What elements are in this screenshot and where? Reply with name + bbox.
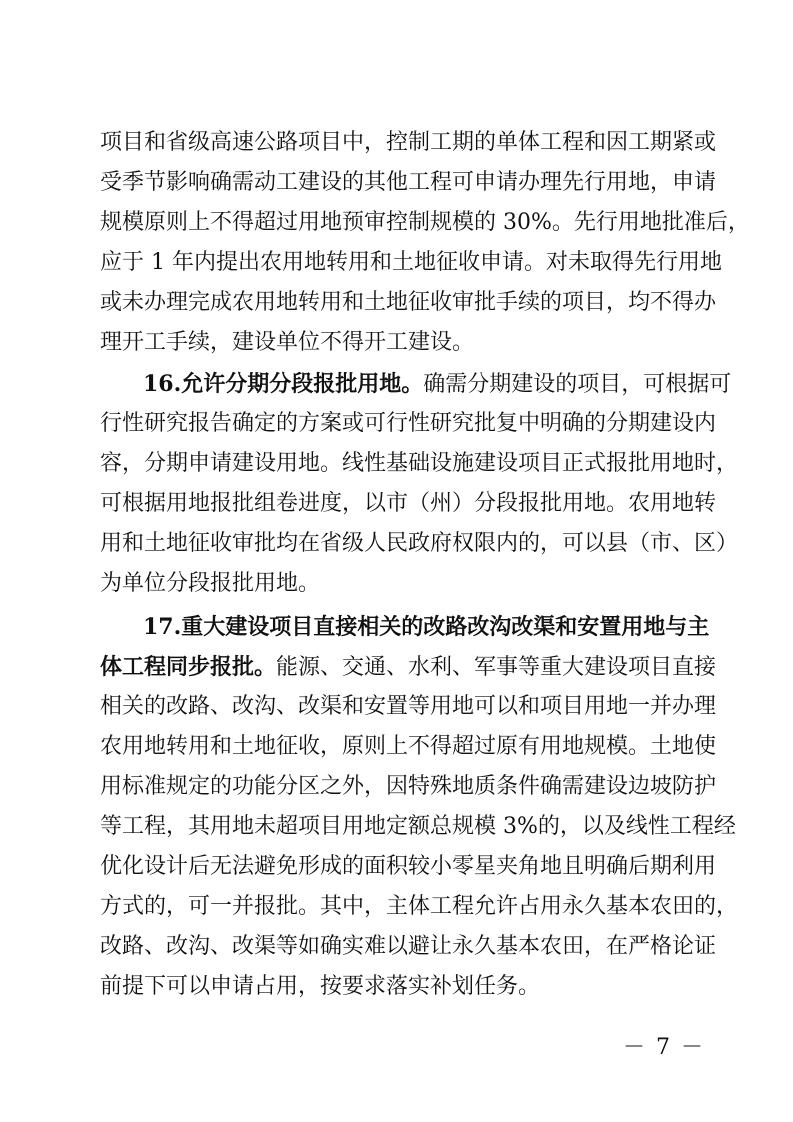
text-line: 用和土地征收审批均在省级人民政府权限内的，可以县（市、区） — [100, 531, 739, 556]
item-16-heading: 16.允许分期分段报批用地。 — [143, 371, 424, 397]
item-17-heading-line-1: 17.重大建设项目直接相关的改路改沟改渠和安置用地与主 — [143, 614, 710, 640]
text-line: 为单位分段报批用地。 — [100, 571, 321, 596]
text-line: 或未办理完成农用地转用和土地征收审批手续的项目，均不得办 — [100, 290, 717, 315]
text-line: 理开工手续，建设单位不得开工建设。 — [100, 330, 475, 355]
item-16-text: 确需分期建设的项目，可根据可 — [423, 372, 732, 397]
text-line: 等工程，其用地未超项目用地定额总规模 3%的，以及线性工程经 — [100, 814, 736, 839]
text-line: 用标准规定的功能分区之外，因特殊地质条件确需建设边坡防护 — [100, 774, 717, 799]
item-17-text: 能源、交通、水利、军事等重大建设项目直接 — [276, 655, 717, 680]
text-line: 相关的改路、改沟、改渠和安置等用地可以和项目用地一并办理 — [100, 694, 717, 719]
text-line: 应于 1 年内提出农用地转用和土地征收申请。对未取得先行用地 — [100, 250, 722, 275]
text-line: 行性研究报告确定的方案或可行性研究批复中明确的分期建设内 — [100, 411, 717, 436]
item-17-heading: 体工程同步报批。 — [100, 654, 277, 680]
text-line: 容，分期申请建设用地。线性基础设施建设项目正式报批用地时， — [100, 451, 739, 476]
text-line: 改路、改沟、改渠等如确实难以避让永久基本农田，在严格论证 — [100, 934, 717, 959]
page-number: － 7 － — [623, 1035, 705, 1060]
item-17-heading-line-2 — [100, 647, 717, 687]
text-line: 前提下可以申请占用，按要求落实补划任务。 — [100, 974, 541, 999]
text-line: 农用地转用和土地征收，原则上不得超过原有用地规模。土地使 — [100, 734, 717, 759]
text-line: 优化设计后无法避免形成的面积较小零星夹角地且明确后期利用 — [100, 854, 717, 879]
text-line: 方式的，可一并报批。其中，主体工程允许占用永久基本农田的， — [100, 894, 739, 919]
item-16-first-line — [143, 364, 732, 404]
text-line: 项目和省级高速公路项目中，控制工期的单体工程和因工期紧或 — [100, 130, 717, 155]
text-line: 受季节影响确需动工建设的其他工程可申请办理先行用地，申请 — [100, 170, 717, 195]
text-line: 可根据用地报批组卷进度，以市（州）分段报批用地。农用地转 — [100, 491, 717, 516]
text-line: 规模原则上不得超过用地预审控制规模的 30%。先行用地批准后， — [100, 210, 750, 235]
